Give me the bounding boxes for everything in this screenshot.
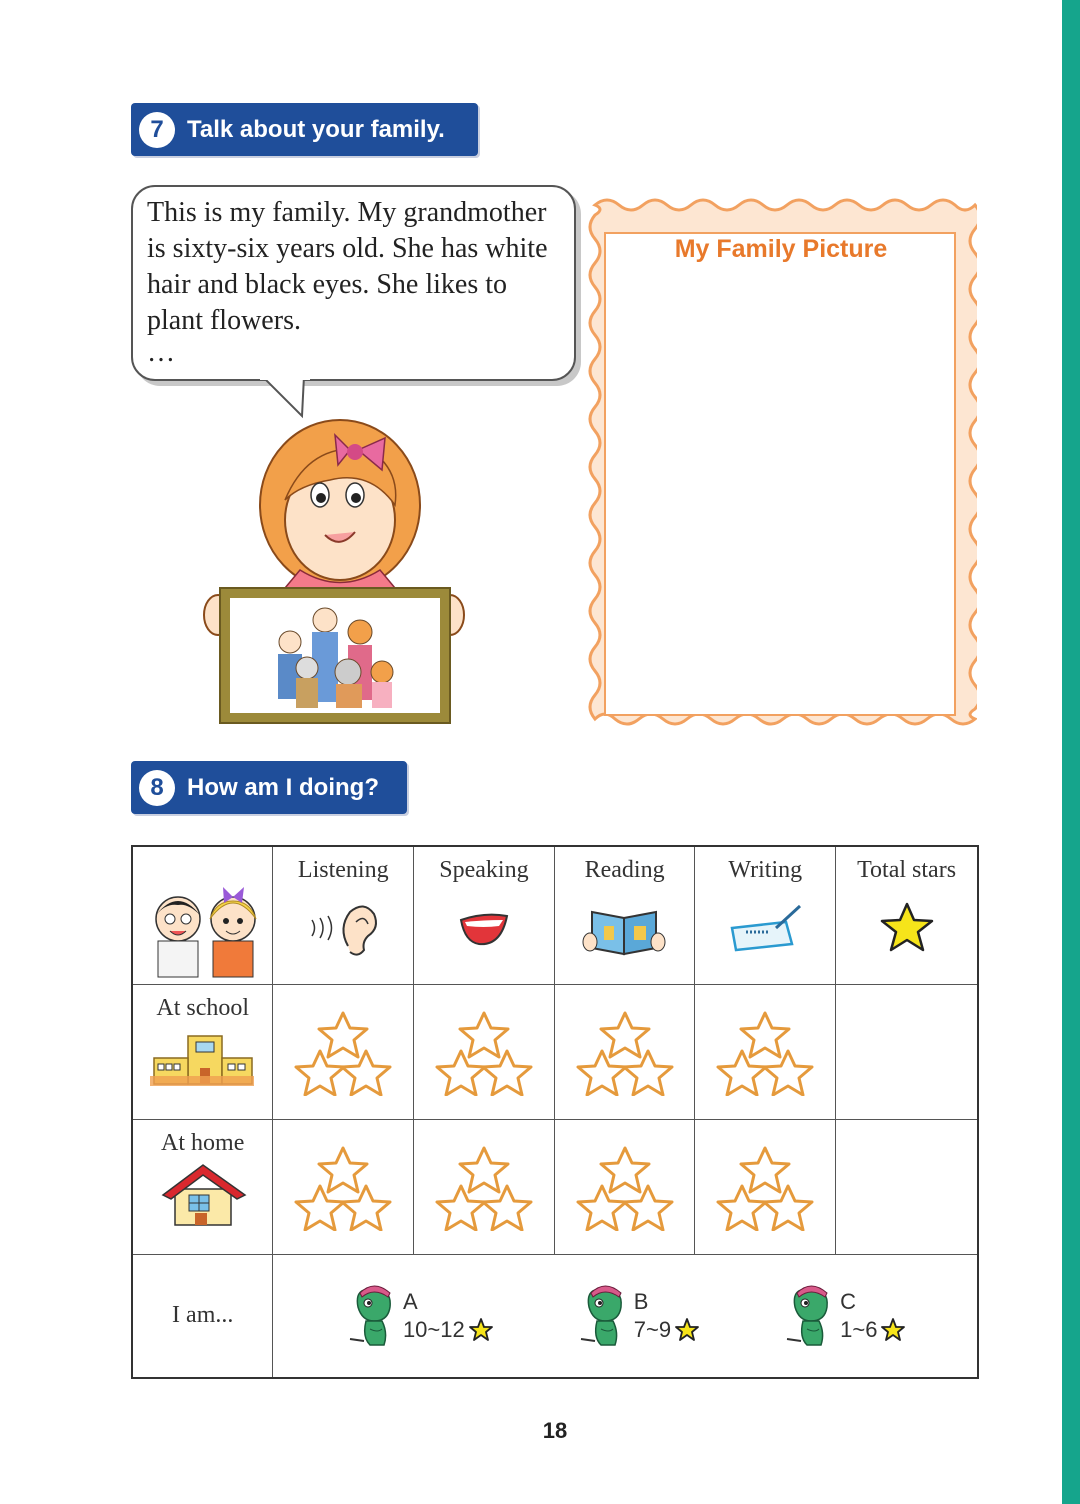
dinosaur-icon bbox=[575, 1281, 630, 1351]
three-stars-icon bbox=[434, 1146, 534, 1231]
star-icon bbox=[877, 898, 937, 958]
table-row bbox=[132, 985, 978, 1120]
grade-a-letter: A bbox=[402, 1288, 418, 1314]
house-icon bbox=[153, 1159, 253, 1229]
row-i-am-label: I am... bbox=[172, 1302, 234, 1329]
section-7-header bbox=[131, 103, 478, 156]
three-stars-icon bbox=[293, 1146, 393, 1231]
star-icon bbox=[468, 1317, 494, 1343]
row-at-home-label: At home bbox=[161, 1130, 245, 1156]
header-listening bbox=[273, 846, 414, 985]
section-8-header bbox=[131, 761, 407, 814]
table-row bbox=[132, 1255, 978, 1378]
home-reading-stars[interactable] bbox=[554, 1120, 695, 1255]
home-speaking-stars[interactable] bbox=[414, 1120, 555, 1255]
row-at-school-label: At school bbox=[156, 995, 250, 1021]
speech-bubble bbox=[131, 185, 576, 381]
school-speaking-stars[interactable] bbox=[414, 985, 555, 1120]
grade-c bbox=[781, 1281, 906, 1351]
girl-holding-photo-illustration bbox=[200, 410, 470, 740]
star-icon bbox=[880, 1317, 906, 1343]
school-reading-stars[interactable] bbox=[554, 985, 695, 1120]
section-8-number: 8 bbox=[139, 770, 175, 806]
three-stars-icon bbox=[434, 1011, 534, 1096]
row-i-am bbox=[132, 1255, 273, 1378]
home-total-cell[interactable] bbox=[836, 1120, 978, 1255]
grades-cell bbox=[273, 1255, 978, 1378]
header-listening-label: Listening bbox=[297, 857, 389, 883]
notebook-pen-icon bbox=[720, 898, 810, 958]
grade-c-range: 1~6 bbox=[840, 1316, 878, 1342]
dinosaur-icon bbox=[781, 1281, 836, 1351]
star-icon bbox=[674, 1317, 700, 1343]
boy-and-girl-icon bbox=[138, 879, 268, 979]
header-total-stars-label: Total stars bbox=[857, 857, 957, 883]
home-writing-stars[interactable] bbox=[695, 1120, 836, 1255]
grade-b-range: 7~9 bbox=[633, 1316, 672, 1342]
section-8-title: How am I doing? bbox=[187, 773, 379, 801]
section-7-title: Talk about your family. bbox=[187, 115, 445, 143]
three-stars-icon bbox=[715, 1146, 815, 1231]
header-reading-label: Reading bbox=[584, 857, 665, 883]
dinosaur-icon bbox=[344, 1281, 399, 1351]
grade-b-letter: B bbox=[633, 1288, 649, 1314]
header-writing bbox=[695, 846, 836, 985]
school-total-cell[interactable] bbox=[836, 985, 978, 1120]
side-stripe bbox=[1062, 0, 1080, 1504]
three-stars-icon bbox=[575, 1011, 675, 1096]
family-picture-frame bbox=[585, 195, 977, 745]
bubble-line-4: plant flowers. bbox=[147, 305, 301, 336]
grade-c-letter: C bbox=[840, 1288, 857, 1314]
bubble-line-3: hair and black eyes. She likes to bbox=[147, 269, 508, 300]
three-stars-icon bbox=[715, 1011, 815, 1096]
grade-a-range: 10~12 bbox=[402, 1316, 465, 1342]
ear-icon bbox=[298, 898, 388, 958]
three-stars-icon bbox=[293, 1011, 393, 1096]
grade-b bbox=[575, 1281, 700, 1351]
school-icon bbox=[148, 1030, 258, 1090]
table-header-row bbox=[132, 846, 978, 985]
row-at-school bbox=[132, 985, 273, 1120]
home-listening-stars[interactable] bbox=[273, 1120, 414, 1255]
table-row bbox=[132, 1120, 978, 1255]
school-writing-stars[interactable] bbox=[695, 985, 836, 1120]
header-reading bbox=[554, 846, 695, 985]
bubble-line-1: This is my family. My grandmother bbox=[147, 197, 547, 228]
grade-a bbox=[344, 1281, 494, 1351]
bubble-ellipsis: … bbox=[147, 337, 175, 368]
wavy-frame-icon bbox=[585, 195, 977, 745]
header-speaking-label: Speaking bbox=[439, 857, 529, 883]
school-listening-stars[interactable] bbox=[273, 985, 414, 1120]
kids-cell bbox=[132, 846, 273, 985]
frame-title: My Family Picture bbox=[674, 235, 888, 263]
row-at-home bbox=[132, 1120, 273, 1255]
header-writing-label: Writing bbox=[728, 857, 803, 883]
self-assessment-table bbox=[131, 845, 979, 1379]
bubble-line-2: is sixty-six years old. She has white bbox=[147, 233, 548, 264]
three-stars-icon bbox=[575, 1146, 675, 1231]
mouth-icon bbox=[439, 898, 529, 958]
book-icon bbox=[580, 898, 670, 958]
page-number: 18 bbox=[542, 1418, 568, 1443]
header-total-stars bbox=[836, 846, 978, 985]
header-speaking bbox=[414, 846, 555, 985]
section-7-number: 7 bbox=[139, 112, 175, 148]
